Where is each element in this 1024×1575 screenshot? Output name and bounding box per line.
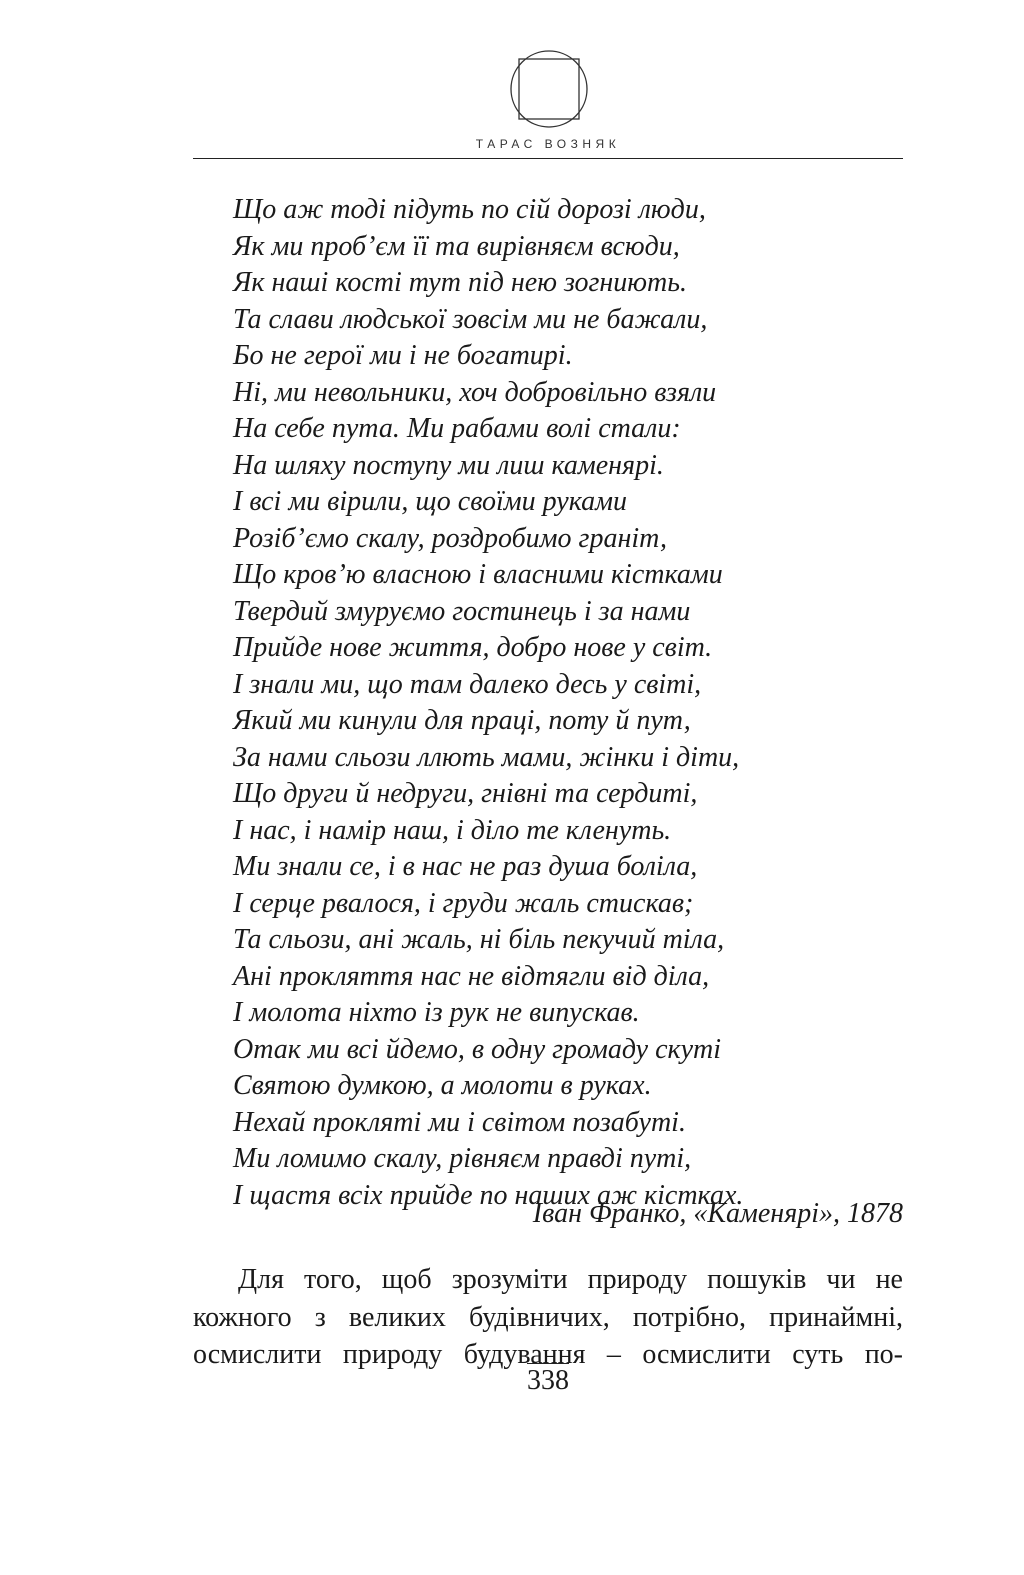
poem-line: Прийде нове життя, добро нове у світ. (233, 632, 713, 663)
circle-square-emblem-icon (508, 48, 590, 130)
poem-line: Як наші кості тут під нею зогниють. (233, 267, 688, 298)
poem-line: І щастя всіх прийде по наших аж кістках. (233, 1179, 744, 1211)
running-header-author: ТАРАС ВОЗНЯК (475, 137, 621, 151)
poem-line: Що аж тоді підуть по сій дорозі люди, (233, 194, 706, 225)
poem-line: І всі ми вірили, що своїми руками (233, 486, 627, 517)
page-number (0, 1363, 1024, 1397)
poem-line: Бо не герої ми і не богатирі. (233, 340, 573, 371)
poem-line: Та слави людської зовсім ми не бажали, (233, 303, 708, 335)
poem-line: На шляху поступу ми лиш каменярі. (233, 449, 664, 481)
poem-line: Отак ми всі йдемо, в одну громаду скуті (233, 1033, 722, 1065)
poem-line: Ні, ми невольники, хоч добровільно взяли (233, 376, 717, 408)
poem-line: І серце рвалося, і груди жаль стискав; (233, 887, 694, 919)
poem-line: Святою думкою, а молоти в руках. (233, 1070, 652, 1101)
poem-epigraph (233, 192, 913, 1214)
poem-line: Нехай прокляті ми і світом позабуті. (233, 1106, 686, 1138)
poem-line: Який ми кинули для праці, поту й пут, (233, 705, 691, 736)
poem-line: Що кров’ю власною і власними кістками (233, 559, 723, 590)
header-divider (193, 158, 903, 159)
body-paragraph: Для того, щоб зрозуміти природу пошуків чи не кожного з великих будівничих, потрібно, принаймні, осмислити природу будування – осмислити суть по- (193, 1264, 903, 1370)
poem-line: І молота ніхто із рук не випускав. (233, 997, 640, 1028)
page-number-value: 338 (527, 1365, 569, 1396)
poem-line: На себе пута. Ми рабами волі стали: (233, 413, 681, 444)
poem-line: Ми знали се, і в нас не раз душа боліла, (233, 851, 698, 882)
poem-attribution: Іван Франко, «Каменярі», 1878 (532, 1198, 903, 1229)
poem-line: Твердий змуруємо гостинець і за нами (233, 595, 691, 627)
poem-line: Як ми проб’єм її та вирівняєм всюди, (233, 230, 680, 262)
poem-line: Розіб’ємо скалу, роздробимо граніт, (233, 522, 668, 554)
poem-line: І знали ми, що там далеко десь у світі, (233, 668, 702, 700)
poem-line: Та сльози, ані жаль, ні біль пекучий тіла, (233, 924, 725, 955)
poem-line: Ми ломимо скалу, рівняєм правді путі, (233, 1143, 692, 1174)
poem-line: Ані прокляття нас не відтягли від діла, (233, 960, 710, 992)
poem-line: І нас, і намір наш, і діло те кленуть. (233, 814, 672, 846)
poem-line: За нами сльози ллють мами, жінки і діти, (233, 741, 740, 773)
poem-line: Що други й недруги, гнівні та сердиті, (233, 778, 698, 809)
